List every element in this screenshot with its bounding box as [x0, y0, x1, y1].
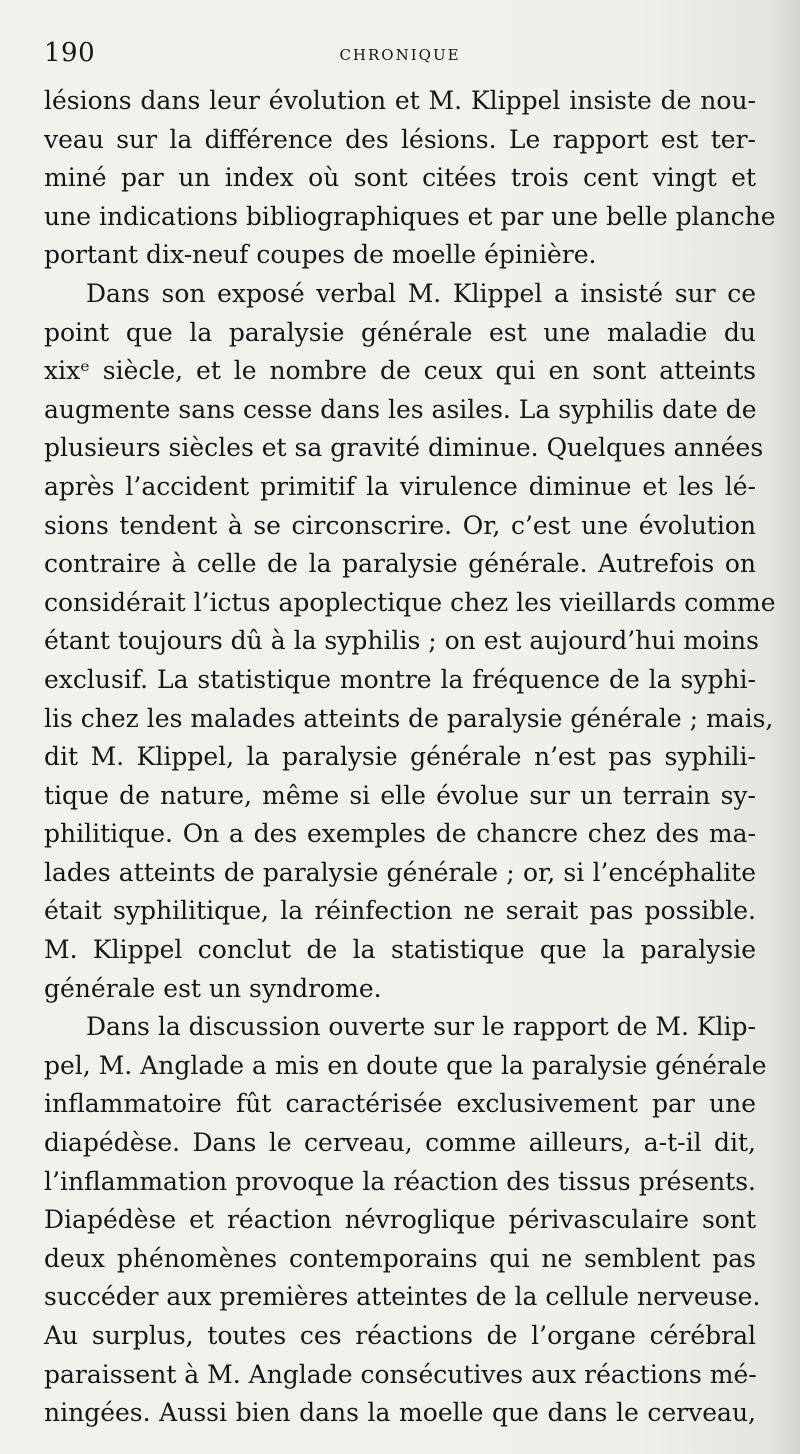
text-line: ningées. Aussi bien dans la moelle que dans le cerveau, [44, 1398, 756, 1428]
text-line: xixᵉ siècle, et le nombre de ceux qui en sont atteints [44, 356, 756, 386]
text-line: succéder aux premières atteintes de la cellule nerveuse. [44, 1282, 761, 1312]
text-line: Diapédèse et réaction névroglique périvasculaire sont [44, 1205, 756, 1235]
text-line: étant toujours dû à la syphilis ; on est aujourd’hui moins [44, 626, 759, 656]
text-line: lésions dans leur évolution et M. Klippel insiste de nou- [44, 86, 756, 115]
text-line: point que la paralysie générale est une maladie du [44, 317, 756, 347]
text-line: miné par un index où sont citées trois cent vingt et [44, 163, 756, 193]
text-line: générale est un syndrome. [44, 973, 382, 1003]
page-number: 190 [44, 38, 96, 68]
text-line: après l’accident primitif la virulence diminue et les lé- [44, 471, 756, 501]
text-line: l’inflammation provoque la réaction des tissus présents. [44, 1166, 756, 1196]
text-line: paraissent à M. Anglade consécutives aux réactions mé- [44, 1359, 757, 1389]
text-line: philitique. On a des exemples de chancre chez des ma- [44, 819, 756, 849]
text-line: considérait l’ictus apoplectique chez les vieillards comme [44, 587, 776, 617]
text-line: était syphilitique, la réinfection ne serait pas possible. [44, 896, 756, 926]
text-line: dit M. Klippel, la paralysie générale n’est pas syphili- [44, 742, 756, 772]
text-line: deux phénomènes contemporains qui ne semblent pas [44, 1243, 756, 1273]
text-line: portant dix-neuf coupes de moelle épinière. [44, 240, 597, 270]
text-line: contraire à celle de la paralysie générale. Autrefois on [44, 549, 756, 579]
text-line: tique de nature, même si elle évolue sur un terrain sy- [44, 780, 756, 810]
text-line: une indications bibliographiques et par une belle planche [44, 201, 776, 231]
text-line: M. Klippel conclut de la statistique que la paralysie [44, 935, 756, 965]
running-head: CHRONIQUE [339, 46, 461, 64]
page-header [44, 38, 756, 78]
paragraph-first-line: Dans son exposé verbal M. Klippel a insisté sur ce [86, 278, 756, 308]
text-line: veau sur la différence des lésions. Le rapport est ter- [44, 124, 756, 154]
text-line: lis chez les malades atteints de paralysie générale ; mais, [44, 703, 774, 733]
body-text [44, 82, 776, 1433]
text-line: augmente sans cesse dans les asiles. La syphilis date de [44, 394, 757, 424]
text-line: Au surplus, toutes ces réactions de l’organe cérébral [44, 1321, 756, 1350]
text-line: sions tendent à se circonscrire. Or, c’est une évolution [44, 510, 756, 540]
text-line: lades atteints de paralysie générale ; or, si l’encéphalite [44, 857, 756, 887]
text-line: plusieurs siècles et sa gravité diminue. Quelques années [44, 433, 764, 463]
text-line: inflammatoire fût caractérisée exclusivement par une [44, 1089, 756, 1119]
text-line: pel, M. Anglade a mis en doute que la paralysie générale [44, 1050, 767, 1080]
paragraph-first-line: Dans la discussion ouverte sur le rapport de M. Klip- [86, 1012, 756, 1042]
text-line: diapédèse. Dans le cerveau, comme ailleurs, a-t-il dit, [44, 1128, 756, 1158]
text-line: exclusif. La statistique montre la fréquence de la syphi- [44, 664, 756, 694]
